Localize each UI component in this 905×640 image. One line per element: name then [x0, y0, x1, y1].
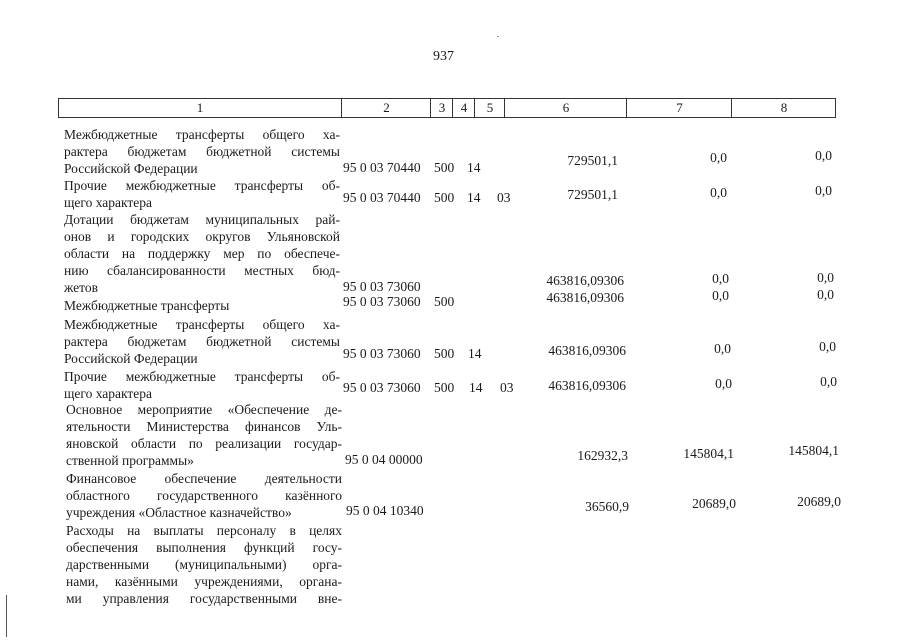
row-col4: 14	[469, 380, 483, 395]
row-value-6: 463816,09306	[546, 273, 624, 288]
row-col3: 500	[434, 380, 455, 395]
row-value-7: 0,0	[710, 185, 727, 200]
row-code: 95 0 03 70440	[343, 190, 421, 205]
row-description: Межбюджетные трансферты общего ха- рактера бюджетам бюджетной системы Российской Федерации	[64, 317, 340, 366]
row-value-8: 0,0	[815, 148, 832, 163]
row-value-8: 0,0	[819, 339, 836, 354]
row-description: Прочие межбюджетные трансферты об- щего характера	[64, 178, 340, 210]
row-value-6: 729501,1	[567, 187, 618, 202]
row-code: 95 0 03 73060	[343, 294, 421, 309]
row-description: Основное мероприятие «Обеспечение де- ятельности Министерства финансов Уль- яновской области по реализации государ- ственной программы»	[66, 402, 342, 468]
row-description: Финансовое обеспечение деятельности областного государственного казённого учреждения «Областное казначейство»	[66, 471, 342, 520]
row-value-8: 145804,1	[788, 443, 839, 458]
row-value-6: 463816,09306	[548, 343, 626, 358]
row-value-8: 0,0	[815, 183, 832, 198]
row-col4: 14	[467, 190, 481, 205]
row-value-6: 463816,09306	[546, 290, 624, 305]
row-code: 95 0 03 73060	[343, 346, 421, 361]
row-col5: 03	[497, 190, 511, 205]
row-description: Межбюджетные трансферты общего ха- рактера бюджетам бюджетной системы Российской Федерации	[64, 127, 340, 176]
row-value-6: 463816,09306	[548, 378, 626, 393]
row-code: 95 0 03 73060	[343, 380, 421, 395]
row-value-8: 20689,0	[797, 494, 841, 509]
page-number: 937	[433, 49, 454, 64]
row-code: 95 0 03 70440	[343, 160, 421, 175]
header-col-3: 3	[430, 99, 453, 117]
row-value-8: 0,0	[820, 374, 837, 389]
row-code: 95 0 04 00000	[345, 452, 423, 467]
row-value-8: 0,0	[817, 270, 834, 285]
row-description: Расходы на выплаты персоналу в целях обеспечения выполнения функций госу- дарственными (муниципальными) орга- нами, казёнными учреждениями, органа- ми управления государственными вне-	[66, 523, 342, 606]
row-description: Межбюджетные трансферты	[64, 298, 230, 313]
row-value-7: 145804,1	[683, 446, 734, 461]
row-value-7: 0,0	[715, 376, 732, 391]
table-header	[58, 98, 836, 118]
row-col4: 14	[468, 346, 482, 361]
header-col-2: 2	[341, 99, 431, 117]
row-col3: 500	[434, 346, 455, 361]
row-col3: 500	[434, 190, 455, 205]
row-value-7: 0,0	[710, 150, 727, 165]
header-col-5: 5	[474, 99, 505, 117]
row-description: Прочие межбюджетные трансферты об- щего характера	[64, 369, 340, 401]
row-col3: 500	[434, 160, 455, 175]
header-col-4: 4	[452, 99, 475, 117]
row-value-6: 162932,3	[577, 448, 628, 463]
row-code: 95 0 04 10340	[346, 503, 424, 518]
row-value-8: 0,0	[817, 287, 834, 302]
row-value-6: 729501,1	[567, 153, 618, 168]
scan-speck	[497, 36, 499, 37]
row-col5: 03	[500, 380, 514, 395]
row-value-6: 36560,9	[585, 499, 629, 514]
row-code: 95 0 03 73060	[343, 279, 421, 294]
header-col-1: 1	[196, 100, 204, 115]
row-col3: 500	[434, 294, 455, 309]
scan-edge-mark	[6, 595, 7, 637]
row-value-7: 0,0	[712, 288, 729, 303]
header-col-6: 6	[504, 99, 627, 117]
header-col-8: 8	[731, 99, 836, 117]
header-col-7: 7	[626, 99, 732, 117]
row-value-7: 20689,0	[692, 496, 736, 511]
row-value-7: 0,0	[714, 341, 731, 356]
row-col4: 14	[467, 160, 481, 175]
row-value-7: 0,0	[712, 271, 729, 286]
row-description: Дотации бюджетам муниципальных рай- онов и городских округов Ульяновской области на поддержку мер по обеспече- нию сбалансированности местных бюд- жетов	[64, 212, 340, 295]
